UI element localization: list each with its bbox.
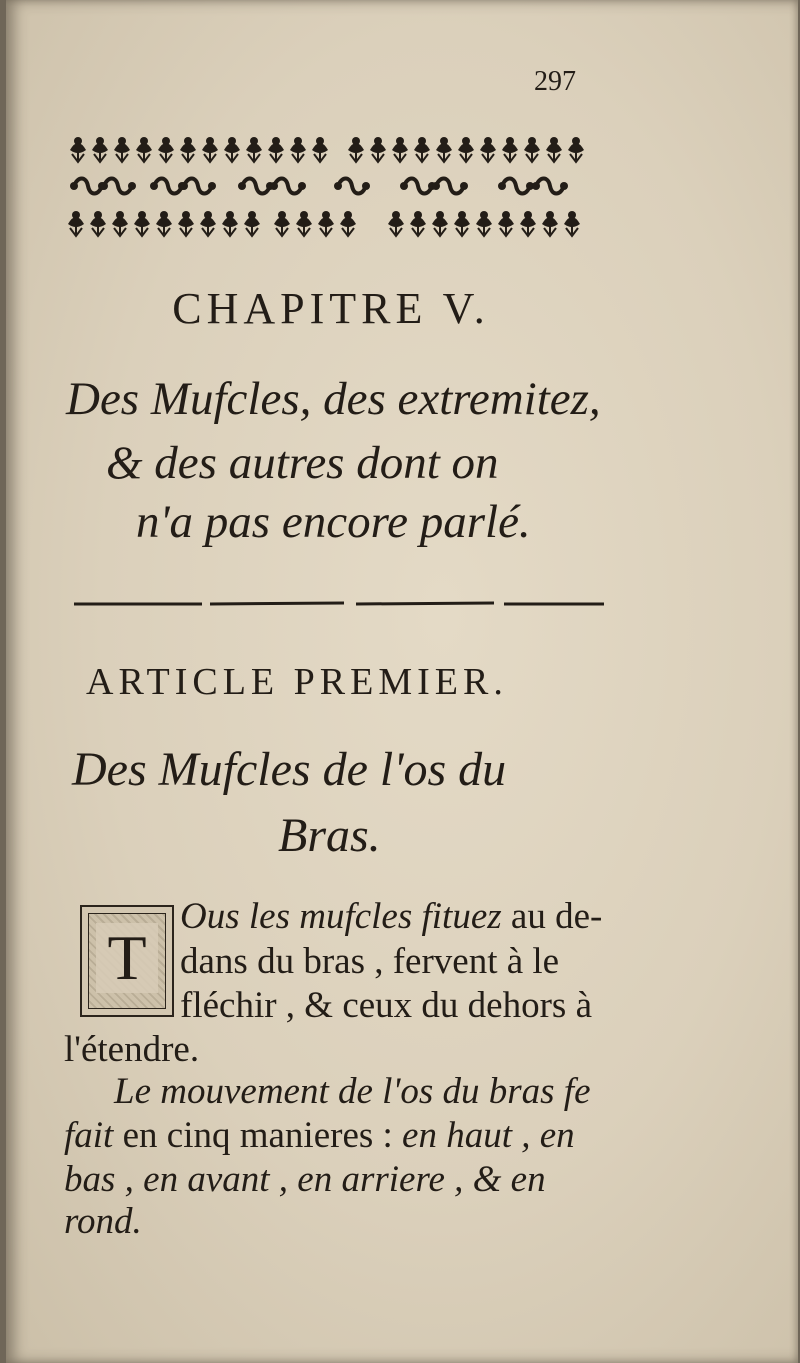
text-line: dans du bras , fervent à le — [180, 941, 560, 982]
chapter-subtitle-line: n'a pas encore parlé. — [136, 496, 531, 548]
text-line: Ous les mufcles fituez au de- — [180, 896, 603, 937]
decorated-initial — [80, 905, 174, 1017]
article-subtitle-line: Bras. — [278, 809, 381, 862]
text-line: bas , en avant , en arriere , & en — [64, 1159, 546, 1200]
printers-ornament-icon — [66, 128, 600, 244]
chapter-subtitle-line: Des Mufcles, des extremitez, — [66, 373, 601, 425]
text-line: rond. — [64, 1201, 142, 1242]
book-page — [6, 0, 798, 1363]
page-number: 297 — [534, 66, 576, 97]
article-title: ARTICLE PREMIER. — [86, 661, 508, 703]
text-line: fait en cinq manieres : en haut , en — [64, 1115, 575, 1156]
text-line: l'étendre. — [64, 1029, 200, 1070]
text-line: fléchir , & ceux du dehors à — [180, 985, 592, 1026]
section-divider — [74, 598, 604, 608]
article-subtitle-line: Des Mufcles de l'os du — [72, 743, 507, 796]
chapter-title: CHAPITRE V. — [172, 284, 490, 333]
initial-letter: T — [96, 923, 158, 993]
chapter-subtitle-line: & des autres dont on — [106, 437, 499, 489]
text-line: Le mouvement de l'os du bras fe — [114, 1071, 591, 1112]
